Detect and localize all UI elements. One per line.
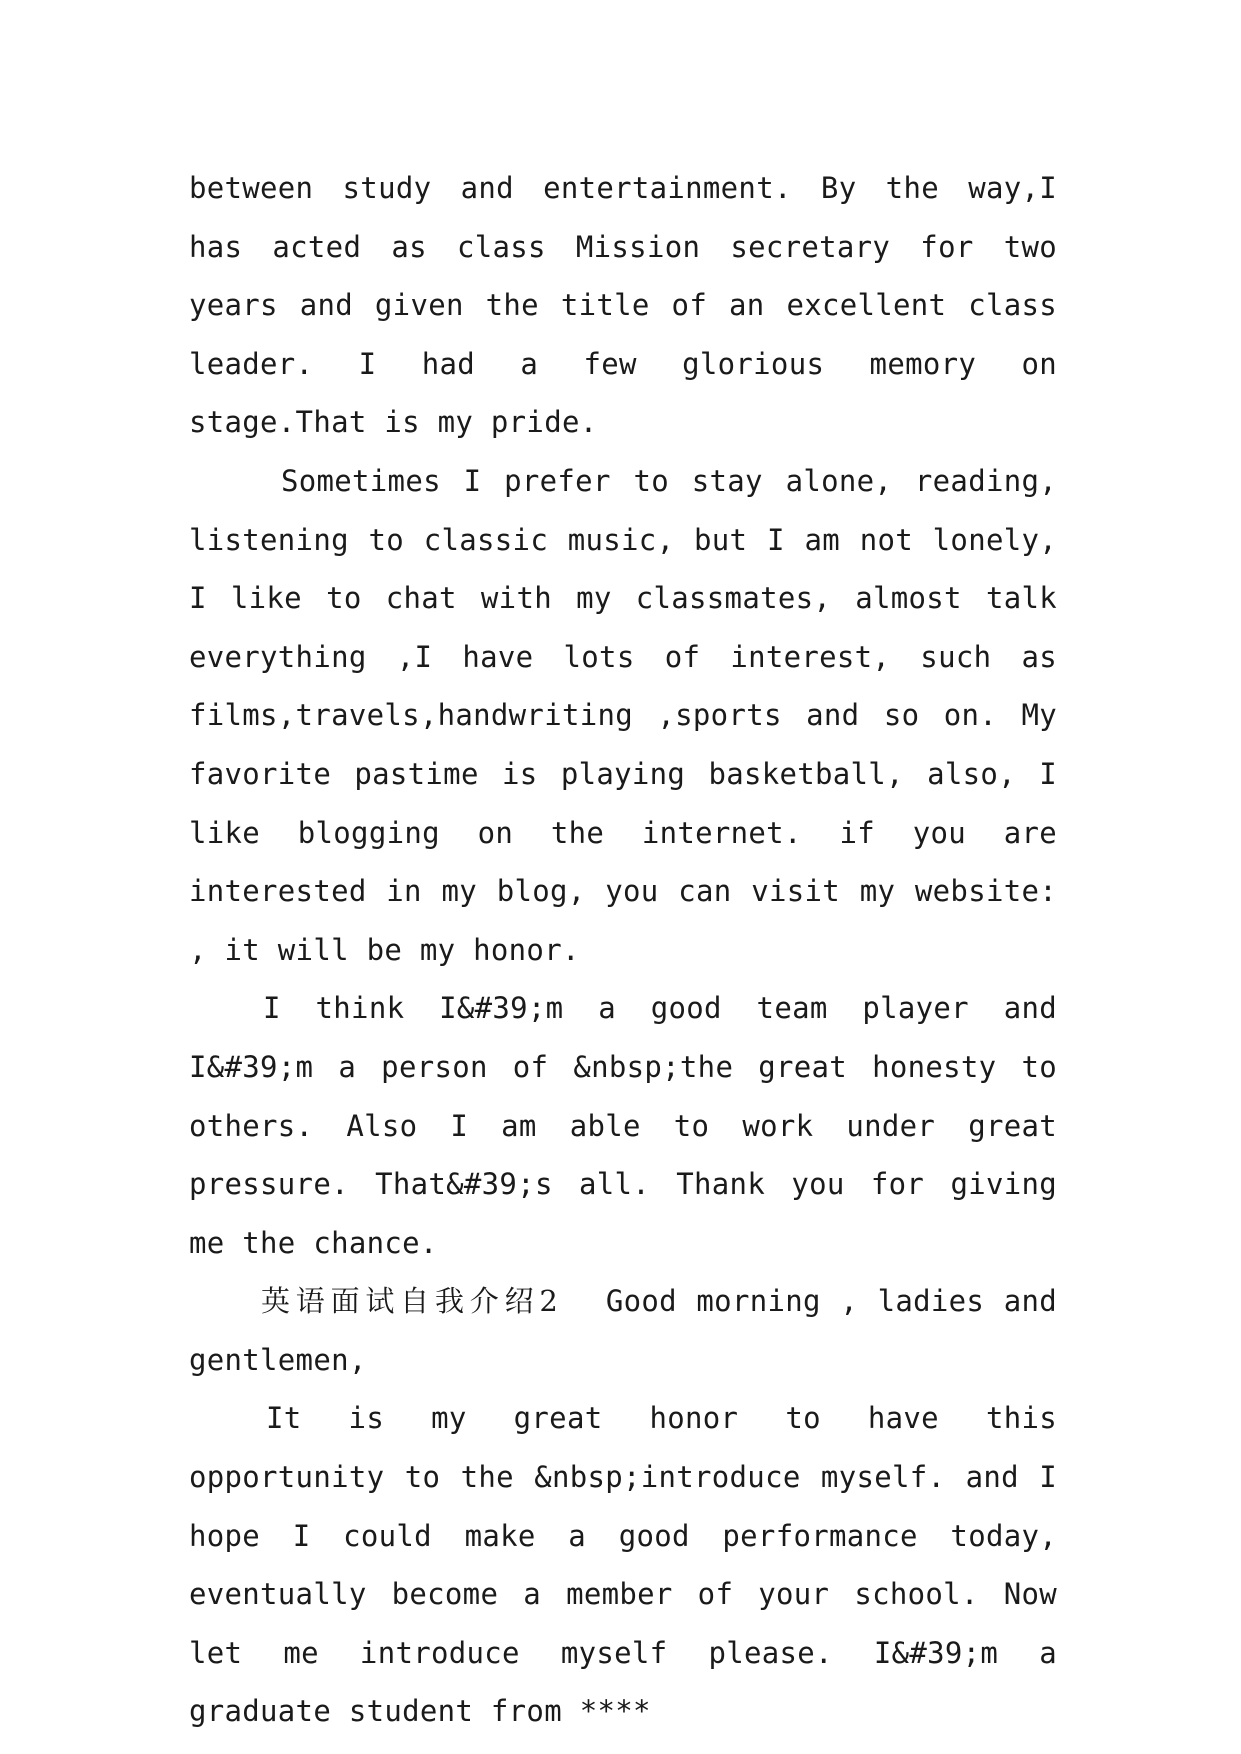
paragraph-hobbies: Sometimes I prefer to stay alone, reading, listening to classic music, but I am not lonely, I like to chat with my classmates, almost talk everything ,I have lots of interest, such as films,travels,handwriting ,sports and so on. My favorite pastime is playing basketball, also, I like blogging on the internet. if you are interested in my blog, you can visit my website: , it will be my honor. xyxy=(189,463,1057,967)
paragraph-section-2-intro xyxy=(189,1272,1057,1389)
greeting-text: Good morning , ladies and gentlemen, xyxy=(189,1284,1057,1377)
paragraph-study-entertainment: between study and entertainment. By the way,I has acted as class Mission secretary for two years and given the title of an excellent class leader. I had a few glorious memory on stage.That is my pride. xyxy=(189,171,1057,440)
section-heading: 英语面试自我介绍2 xyxy=(261,1284,562,1319)
paragraph-honor-opportunity: It is my great honor to have this opportunity to the &nbsp;introduce myself. and I hope I could make a good performance today, eventually become a member of your school. Now let me introduce myself please. I&#39;m a graduate student from **** xyxy=(189,1401,1057,1729)
paragraph-team-player: I think I&#39;m a good team player and I&#39;m a person of &nbsp;the great honesty to others. Also I am able to work under great pressure. That&#39;s all. Thank you for giving me the chance. xyxy=(189,991,1057,1260)
document-body xyxy=(189,159,1057,1741)
